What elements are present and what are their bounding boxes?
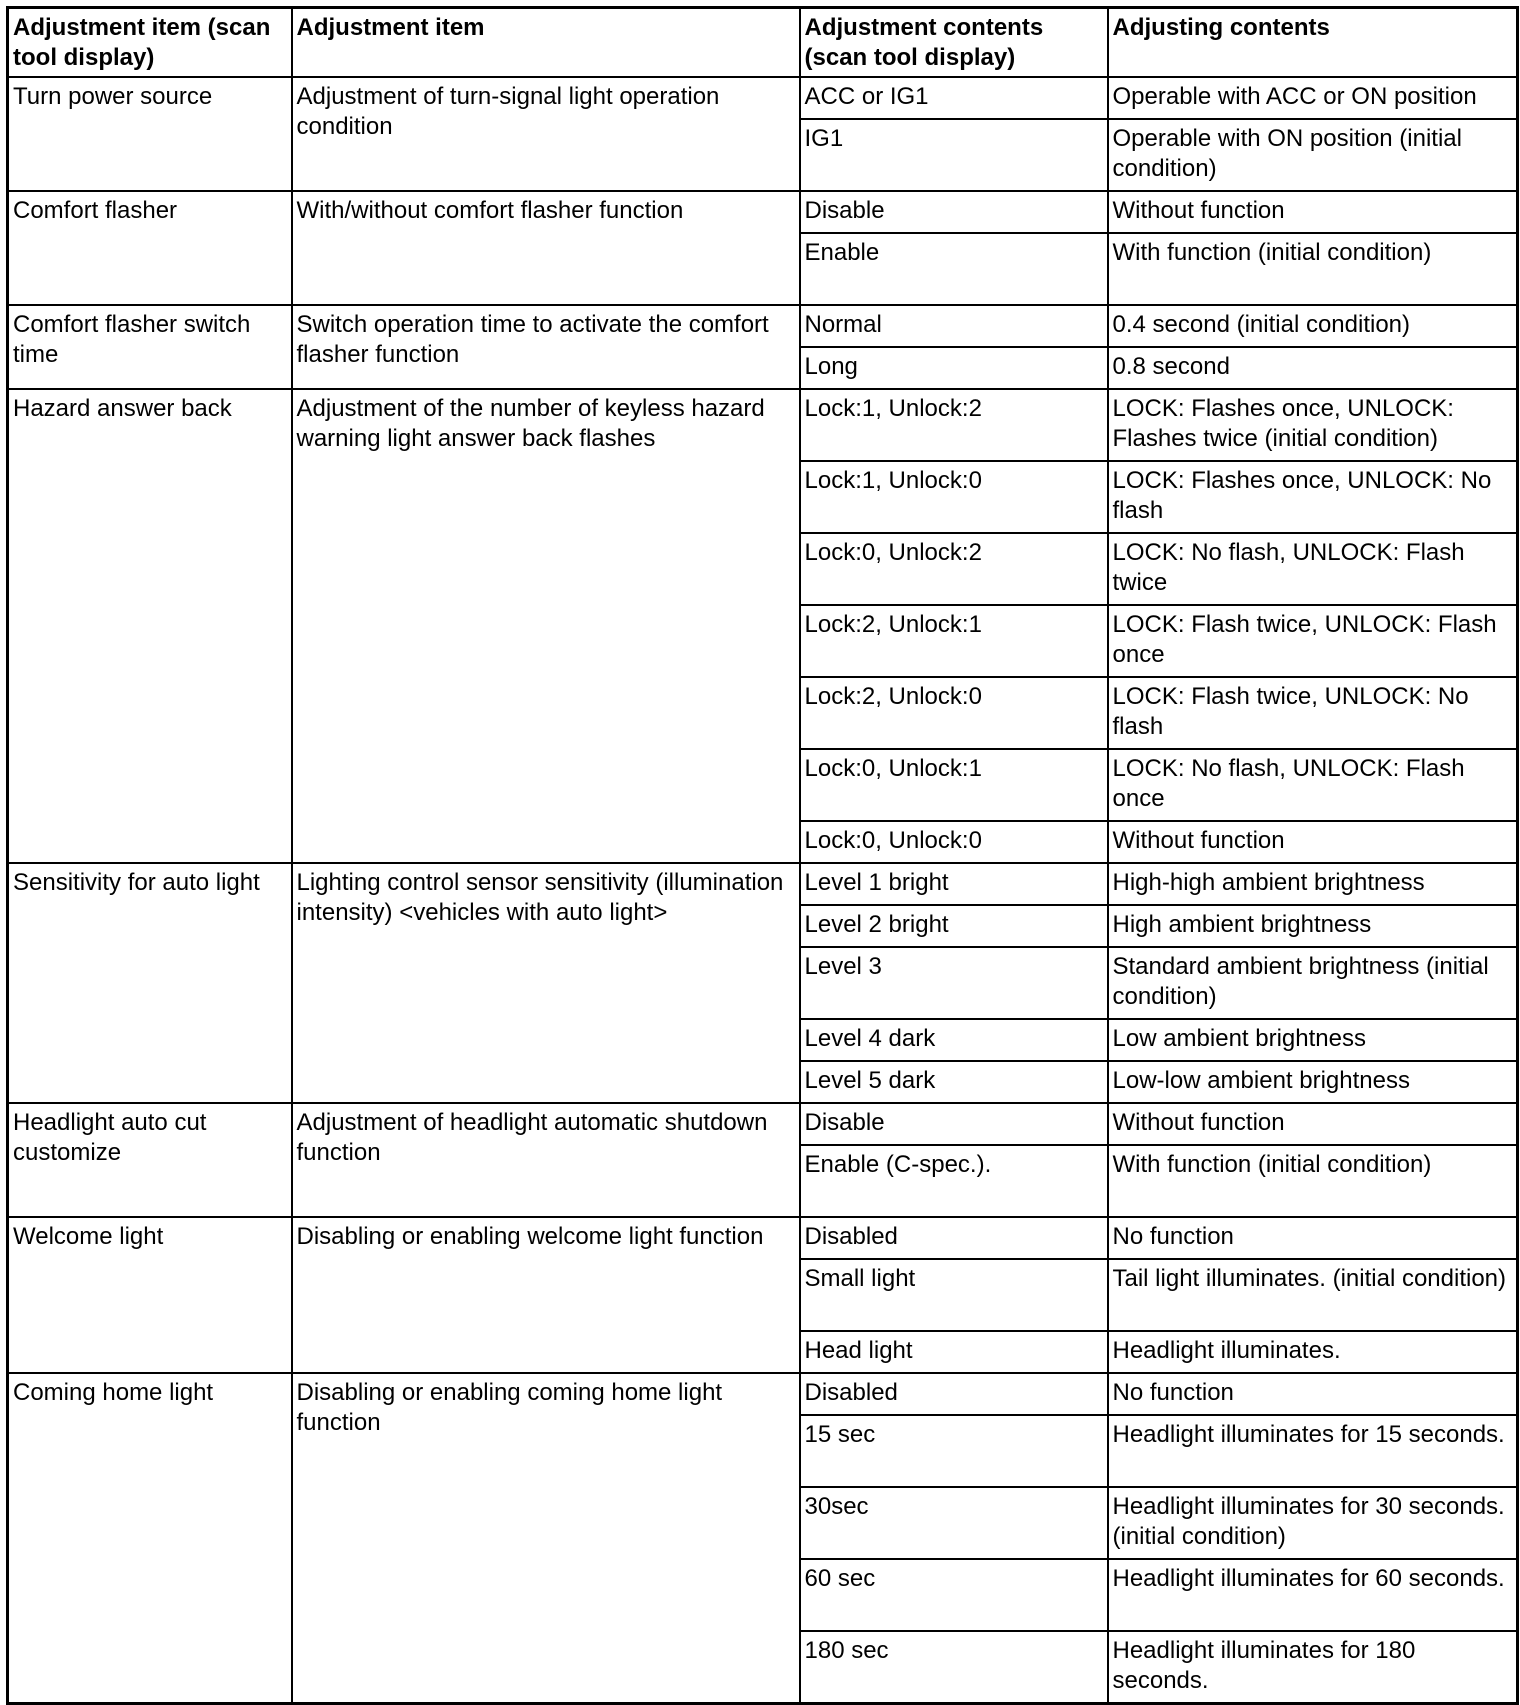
contents-cell: High ambient brightness bbox=[1108, 905, 1518, 947]
scan-contents-cell: 60 sec bbox=[800, 1559, 1108, 1631]
scan-contents-cell: 30sec bbox=[800, 1487, 1108, 1559]
scan-contents-cell: Enable (C-spec.). bbox=[800, 1145, 1108, 1217]
header-contents: Adjusting contents bbox=[1108, 8, 1518, 78]
contents-cell: LOCK: Flashes once, UNLOCK: No flash bbox=[1108, 461, 1518, 533]
contents-cell: High-high ambient brightness bbox=[1108, 863, 1518, 905]
contents-cell: LOCK: No flash, UNLOCK: Flash twice bbox=[1108, 533, 1518, 605]
header-scan-item: Adjustment item (scan tool display) bbox=[8, 8, 292, 78]
scan-contents-cell: Lock:1, Unlock:2 bbox=[800, 389, 1108, 461]
scan-contents-cell: Level 5 dark bbox=[800, 1061, 1108, 1103]
header-item: Adjustment item bbox=[292, 8, 800, 78]
contents-cell: Without function bbox=[1108, 821, 1518, 863]
scan-contents-cell: Lock:2, Unlock:1 bbox=[800, 605, 1108, 677]
table-row bbox=[8, 305, 1518, 347]
scan-contents-cell: Disable bbox=[800, 191, 1108, 233]
contents-cell: 0.8 second bbox=[1108, 347, 1518, 389]
scan-contents-cell: Disabled bbox=[800, 1217, 1108, 1259]
contents-cell: LOCK: Flash twice, UNLOCK: Flash once bbox=[1108, 605, 1518, 677]
scan-contents-cell: Level 4 dark bbox=[800, 1019, 1108, 1061]
item-cell: Disabling or enabling coming home light function bbox=[292, 1373, 800, 1703]
table-row bbox=[8, 389, 1518, 461]
scan-contents-cell: Lock:0, Unlock:1 bbox=[800, 749, 1108, 821]
contents-cell: LOCK: No flash, UNLOCK: Flash once bbox=[1108, 749, 1518, 821]
contents-cell: Headlight illuminates. bbox=[1108, 1331, 1518, 1373]
scan-item-cell: Comfort flasher switch time bbox=[8, 305, 292, 389]
contents-cell: With function (initial condition) bbox=[1108, 1145, 1518, 1217]
contents-cell: Headlight illuminates for 180 seconds. bbox=[1108, 1631, 1518, 1703]
scan-contents-cell: Long bbox=[800, 347, 1108, 389]
contents-cell: Low ambient brightness bbox=[1108, 1019, 1518, 1061]
scan-contents-cell: Disabled bbox=[800, 1373, 1108, 1415]
contents-cell: Without function bbox=[1108, 1103, 1518, 1145]
scan-contents-cell: 15 sec bbox=[800, 1415, 1108, 1487]
item-cell: Switch operation time to activate the comfort flasher function bbox=[292, 305, 800, 389]
adjustment-table-sheet bbox=[6, 6, 1516, 1694]
contents-cell: Headlight illuminates for 15 seconds. bbox=[1108, 1415, 1518, 1487]
scan-item-cell: Headlight auto cut customize bbox=[8, 1103, 292, 1217]
item-cell: With/without comfort flasher function bbox=[292, 191, 800, 305]
table-row bbox=[8, 77, 1518, 119]
item-cell: Lighting control sensor sensitivity (illumination intensity) <vehicles with auto light> bbox=[292, 863, 800, 1103]
scan-contents-cell: Lock:2, Unlock:0 bbox=[800, 677, 1108, 749]
table-body bbox=[8, 77, 1518, 1703]
scan-contents-cell: Level 1 bright bbox=[800, 863, 1108, 905]
scan-contents-cell: Level 2 bright bbox=[800, 905, 1108, 947]
contents-cell: Standard ambient brightness (initial condition) bbox=[1108, 947, 1518, 1019]
scan-contents-cell: Enable bbox=[800, 233, 1108, 305]
adjustment-table bbox=[6, 6, 1519, 1705]
scan-contents-cell: IG1 bbox=[800, 119, 1108, 191]
scan-contents-cell: Lock:0, Unlock:0 bbox=[800, 821, 1108, 863]
contents-cell: Operable with ON position (initial condition) bbox=[1108, 119, 1518, 191]
item-cell: Adjustment of headlight automatic shutdown function bbox=[292, 1103, 800, 1217]
header-row bbox=[8, 8, 1518, 78]
table-row bbox=[8, 1217, 1518, 1259]
table-row bbox=[8, 191, 1518, 233]
scan-contents-cell: Small light bbox=[800, 1259, 1108, 1331]
table-row bbox=[8, 1373, 1518, 1415]
contents-cell: 0.4 second (initial condition) bbox=[1108, 305, 1518, 347]
scan-contents-cell: ACC or IG1 bbox=[800, 77, 1108, 119]
item-cell: Adjustment of turn-signal light operation condition bbox=[292, 77, 800, 191]
contents-cell: Headlight illuminates for 60 seconds. bbox=[1108, 1559, 1518, 1631]
item-cell: Disabling or enabling welcome light function bbox=[292, 1217, 800, 1373]
scan-contents-cell: Lock:0, Unlock:2 bbox=[800, 533, 1108, 605]
scan-item-cell: Sensitivity for auto light bbox=[8, 863, 292, 1103]
contents-cell: No function bbox=[1108, 1217, 1518, 1259]
contents-cell: Without function bbox=[1108, 191, 1518, 233]
contents-cell: Low-low ambient brightness bbox=[1108, 1061, 1518, 1103]
scan-contents-cell: Level 3 bbox=[800, 947, 1108, 1019]
scan-contents-cell: Normal bbox=[800, 305, 1108, 347]
scan-item-cell: Hazard answer back bbox=[8, 389, 292, 863]
contents-cell: Headlight illuminates for 30 seconds. (initial condition) bbox=[1108, 1487, 1518, 1559]
scan-item-cell: Turn power source bbox=[8, 77, 292, 191]
contents-cell: With function (initial condition) bbox=[1108, 233, 1518, 305]
header-scan-contents: Adjustment contents (scan tool display) bbox=[800, 8, 1108, 78]
scan-contents-cell: Lock:1, Unlock:0 bbox=[800, 461, 1108, 533]
scan-contents-cell: 180 sec bbox=[800, 1631, 1108, 1703]
scan-contents-cell: Head light bbox=[800, 1331, 1108, 1373]
contents-cell: LOCK: Flash twice, UNLOCK: No flash bbox=[1108, 677, 1518, 749]
scan-item-cell: Comfort flasher bbox=[8, 191, 292, 305]
contents-cell: Tail light illuminates. (initial condition) bbox=[1108, 1259, 1518, 1331]
contents-cell: Operable with ACC or ON position bbox=[1108, 77, 1518, 119]
contents-cell: LOCK: Flashes once, UNLOCK: Flashes twice (initial condition) bbox=[1108, 389, 1518, 461]
table-row bbox=[8, 863, 1518, 905]
scan-contents-cell: Disable bbox=[800, 1103, 1108, 1145]
table-row bbox=[8, 1103, 1518, 1145]
scan-item-cell: Welcome light bbox=[8, 1217, 292, 1373]
scan-item-cell: Coming home light bbox=[8, 1373, 292, 1703]
item-cell: Adjustment of the number of keyless hazard warning light answer back flashes bbox=[292, 389, 800, 863]
contents-cell: No function bbox=[1108, 1373, 1518, 1415]
